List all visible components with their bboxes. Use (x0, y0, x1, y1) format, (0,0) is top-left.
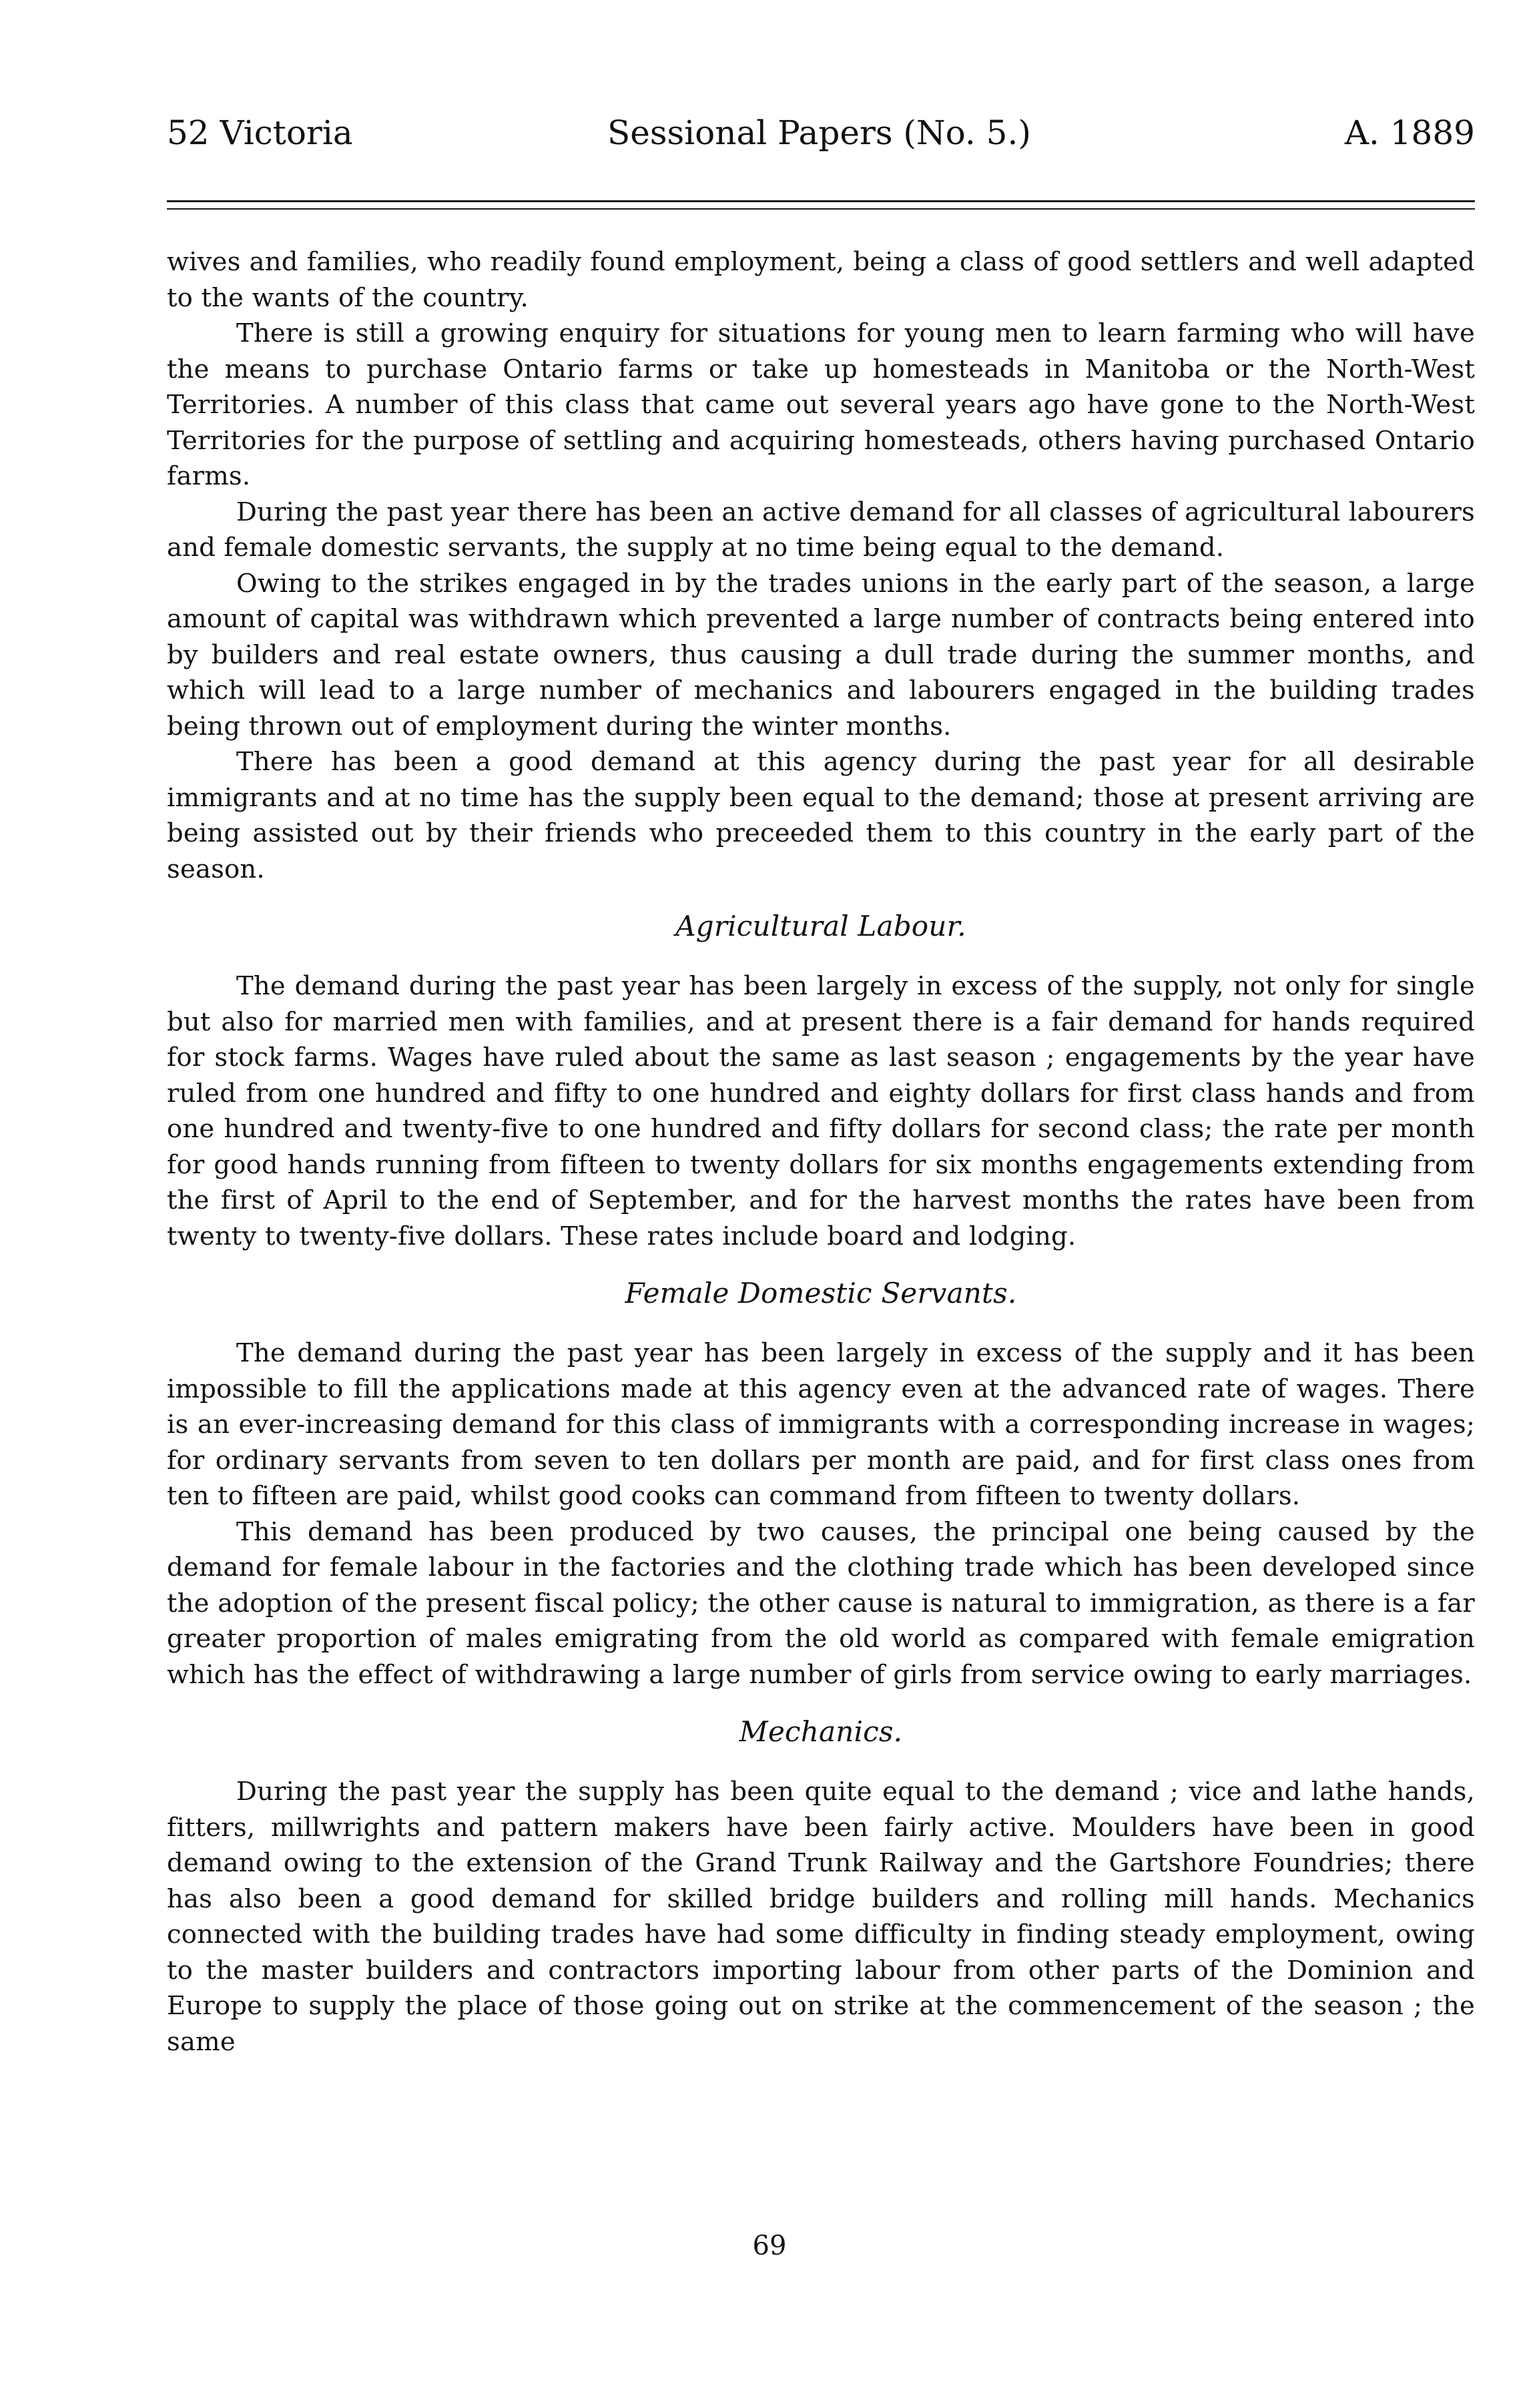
section-heading-female-domestic-servants: Female Domestic Servants. (625, 1277, 1017, 1309)
paragraph: wives and families, who readily found employment, being a class of good settlers and well adapted to the wants of the country. (167, 247, 1475, 313)
paragraph: During the past year there has been an active demand for all classes of agricultural labourers and female domestic servants, the supply at no time being equal to the demand. (167, 497, 1475, 563)
paragraph: The demand during the past year has been largely in excess of the supply, not only for single but also for married men with families, and at present there is a fair demand for hands required for stock farms. Wages have ruled about the same as last season ; engagements by the year have ruled from one hundred and fifty to one hundred and eighty dollars for first class hands and from one hundred and twenty-five to one hundred and fifty dollars for second class; the rate per month for good hands running from fifteen to twenty dollars for six months engagements extending from the first of April to the end of September, and for the harvest months the rates have been from twenty to twenty-five dollars. These rates include board and lodging. (167, 971, 1475, 1251)
header-title: Sessional Papers (No. 5.) (607, 113, 1031, 152)
page-number: 69 (752, 2230, 787, 2261)
paragraph: The demand during the past year has been largely in excess of the supply and it has been impossible to fill the applications made at this agency even at the advanced rate of wages. There is an ever-increasing demand for this class of immigrants with a corresponding increase in wages; for ordinary servants from seven to ten dollars per month are paid, and for first class ones from ten to fifteen are paid, whilst good cooks can command from fifteen to twenty dollars. (167, 1338, 1475, 1511)
header-session: 52 Victoria (167, 113, 353, 152)
page-body (167, 244, 1475, 2060)
header-rule-top (167, 200, 1475, 202)
paragraph: Owing to the strikes engaged in by the trades unions in the early part of the season, a large amount of capital was withdrawn which prevented a large number of contracts being entered into by builders and real estate owners, thus causing a dull trade during the summer months, and which will lead to a large number of mechanics and labourers engaged in the building trades being thrown out of employment during the winter months. (167, 568, 1475, 741)
paragraph: There has been a good demand at this agency during the past year for all desirable immigrants and at no time has the supply been equal to the demand; those at present arriving are being assisted out by their friends who preceeded them to this country in the early part of the season. (167, 747, 1475, 884)
section-heading-agricultural-labour: Agricultural Labour. (675, 910, 966, 942)
page-header (167, 113, 1475, 160)
section-heading-mechanics: Mechanics. (739, 1715, 903, 1748)
paragraph: This demand has been produced by two causes, the principal one being caused by the demand for female labour in the factories and the clothing trade which has been developed since the adoption of the present fiscal policy; the other cause is natural to immigration, as there is a far greater proportion of males emigrating from the old world as compared with female emigration which has the effect of withdrawing a large number of girls from service owing to early marriages. (167, 1516, 1475, 1690)
paragraph: During the past year the supply has been quite equal to the demand ; vice and lathe hands, fitters, millwrights and pattern makers have been fairly active. Moulders have been in good demand owing to the extension of the Grand Trunk Railway and the Gartshore Foundries; there has also been a good demand for skilled bridge builders and rolling mill hands. Mechanics connected with the building trades have had some difficulty in finding steady employment, owing to the master builders and contractors importing labour from other parts of the Dominion and Europe to supply the place of those going out on strike at the commencement of the season ; the same (167, 1777, 1475, 2057)
header-year: A. 1889 (1344, 113, 1475, 152)
header-rule-bottom (167, 208, 1475, 210)
paragraph: There is still a growing enquiry for situations for young men to learn farming who will have the means to purchase Ontario farms or take up homesteads in Manitoba or the North-West Territories. A number of this class that came out several years ago have gone to the North-West Territories for the purpose of settling and acquiring homesteads, others having purchased Ontario farms. (167, 318, 1475, 491)
